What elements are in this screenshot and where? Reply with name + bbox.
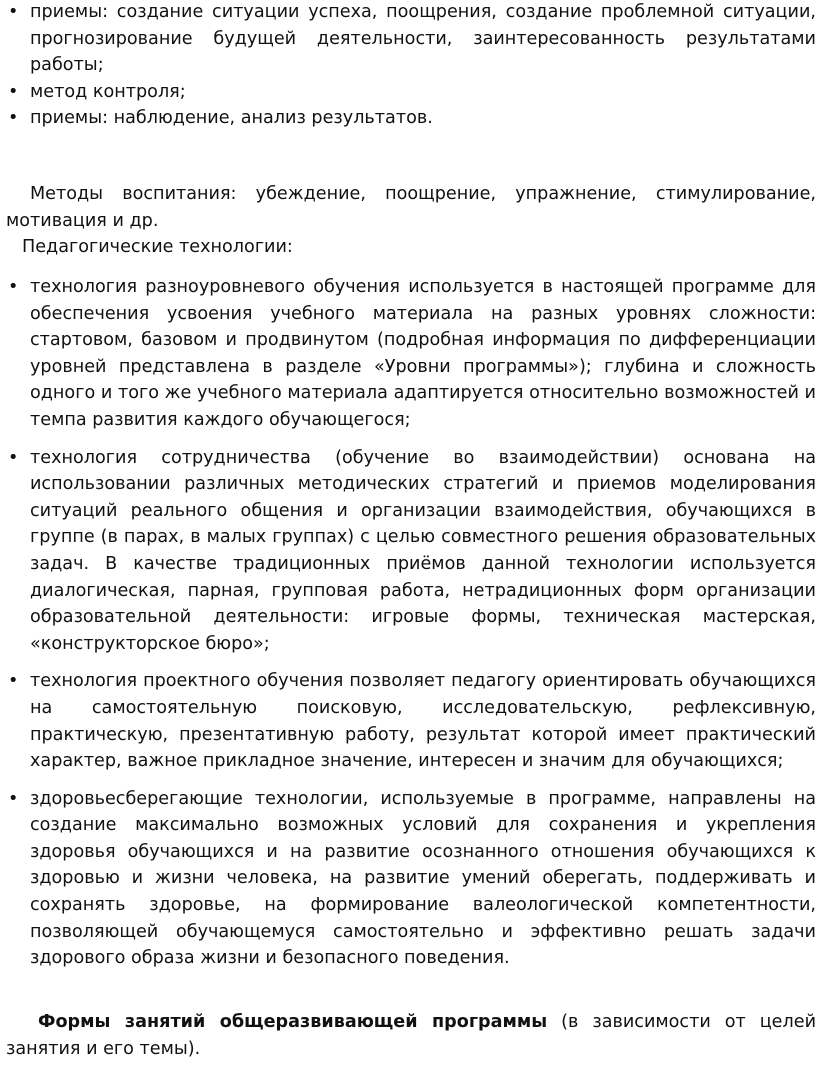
list-item xyxy=(0,79,816,106)
forms-paragraph xyxy=(6,1009,816,1062)
intro-list xyxy=(0,0,816,132)
bullet-marker: • xyxy=(8,447,19,468)
list-item-text: приемы: наблюдение, анализ результатов. xyxy=(30,108,433,129)
bullet-marker: • xyxy=(8,108,19,129)
bullet-marker: • xyxy=(8,2,19,22)
list-item xyxy=(0,105,816,132)
forms-paragraph-text: (в зависимости от целей занятия и его темы). xyxy=(6,1012,816,1059)
technologies-list xyxy=(0,274,816,972)
methods-paragraph: Методы воспитания: убеждение, поощрение, упражнение, стимулирование, мотивация и др. xyxy=(6,184,816,231)
list-item xyxy=(0,274,816,434)
list-item-text: метод контроля; xyxy=(30,81,186,102)
bullet-marker: • xyxy=(8,81,19,102)
list-item-text: технология сотрудничества (обучение во взаимодействии) основана на использовании различных методических стратегий и приемов моделирования ситуаций реального общения и организации взаимодействия, обучающихся в группе (в парах, в малых группах) с целью совместного решения образовательных задач. В качестве традиционных приёмов данной технологии используется диалогическая, парная, групповая работа, нетрадиционных форм организации образовательной деятельности: игровые формы, техническая мастерская, «конструкторское бюро»; xyxy=(30,447,816,654)
list-item-text: технология разноуровневого обучения используется в настоящей программе для обеспечения усвоения учебного материала на разных уровнях сложности: стартовом, базовом и продвинутом (подробная информация по дифференциации уровней представлена в разделе «Уровни программы»); глубина и сложность одного и того же учебного материала адаптируется относительно возможностей и темпа развития каждого обучающегося; xyxy=(30,277,816,430)
bullet-marker: • xyxy=(8,788,19,809)
bullet-marker: • xyxy=(8,277,19,297)
list-item xyxy=(0,445,816,658)
forms-heading: Формы занятий общеразвивающей программы xyxy=(38,1012,548,1032)
list-item xyxy=(0,0,816,79)
list-item-text: приемы: создание ситуации успеха, поощрения, создание проблемной ситуации, прогнозирование будущей деятельности, заинтересованность результатами работы; xyxy=(30,2,816,76)
list-item xyxy=(0,786,816,972)
technologies-heading: Педагогические технологии: xyxy=(22,237,293,257)
list-item-text: технология проектного обучения позволяет педагогу ориентировать обучающихся на самостоятельную поисковую, исследовательскую, рефлексивную, практическую, презентативную работу, результат которой имеет практический характер, важное прикладное значение, интересен и значим для обучающихся; xyxy=(30,671,816,772)
bullet-marker: • xyxy=(8,671,19,692)
list-item-text: здоровьесберегающие технологии, используемые в программе, направлены на создание максимально возможных условий для сохранения и укрепления здоровья обучающихся и на развитие осознанного отношения обучающихся к здоровью и жизни человека, на развитие умений оберегать, поддерживать и сохранять здоровье, на формирование валеологической компетентности, позволяющей обучающемуся самостоятельно и эффективно решать задачи здорового образа жизни и безопасного поведения. xyxy=(30,788,816,969)
list-item xyxy=(0,668,816,774)
